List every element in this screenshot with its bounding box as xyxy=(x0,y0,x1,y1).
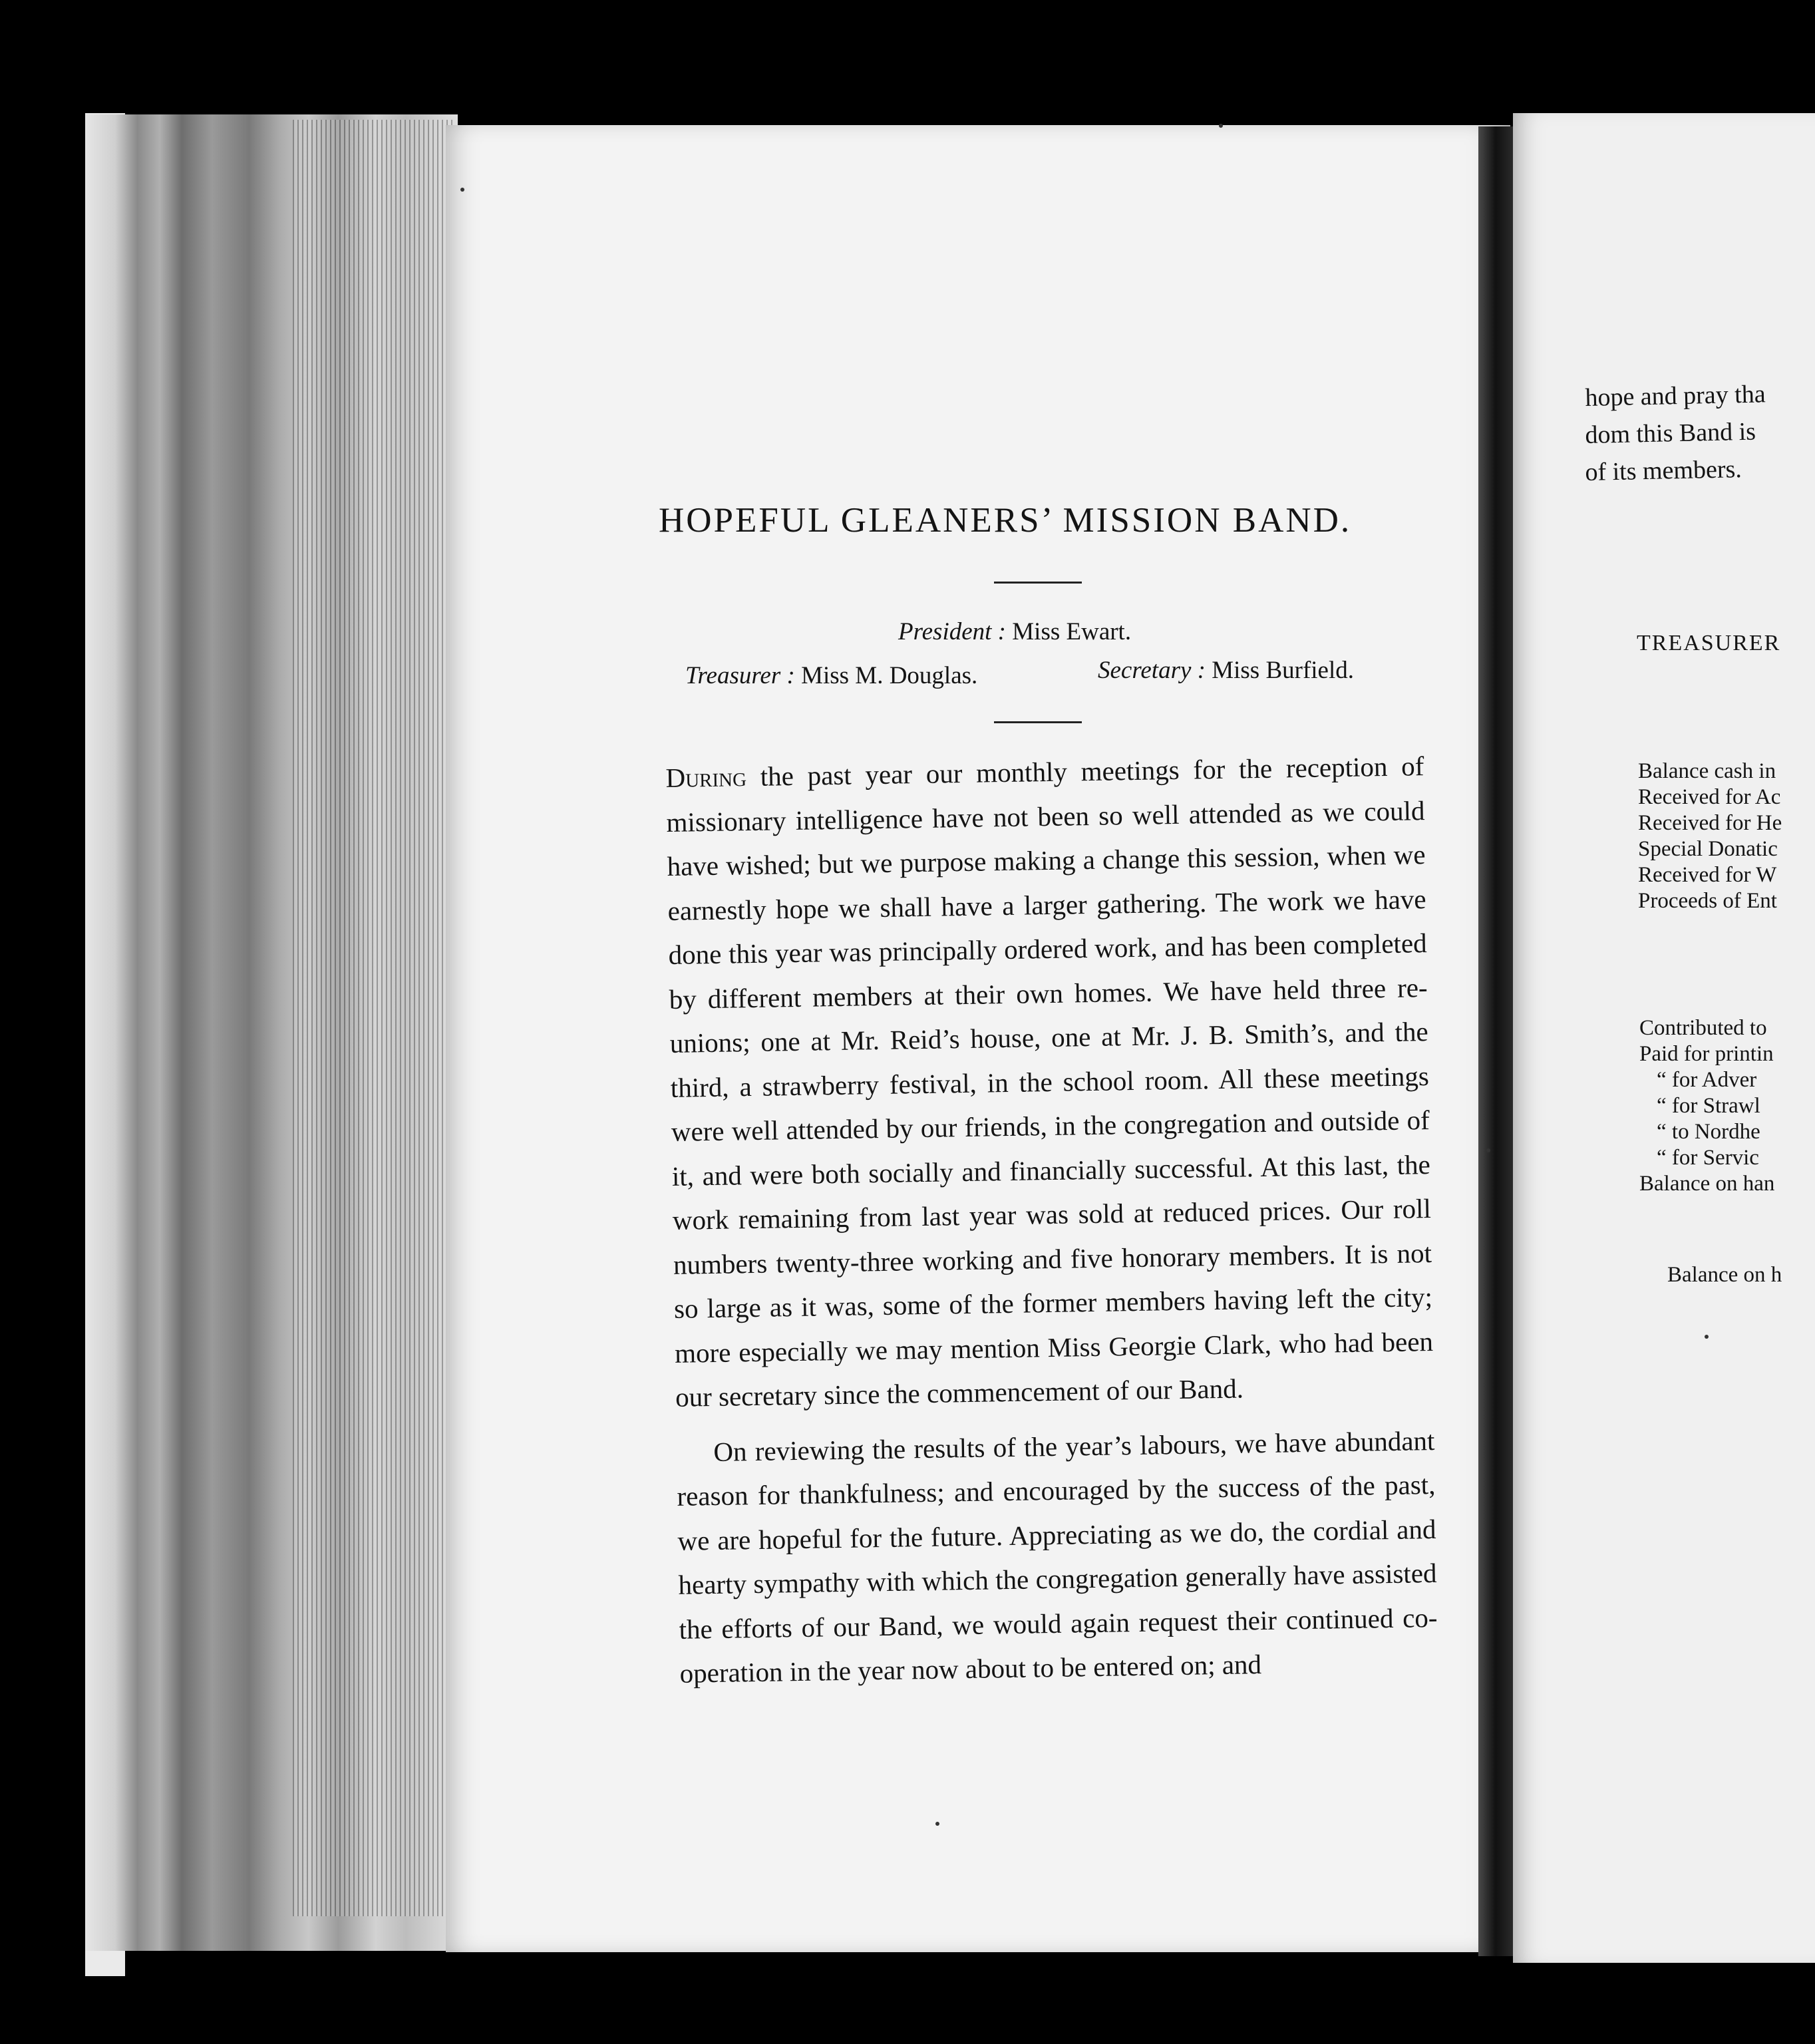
report-paragraph-2: On reviewing the results of the year’s labours, we have abundant reason for thankfulness; and encouraged by the success of the past, we are hopeful for the future. Appreciating as we do, the cordial and hearty sympathy with which the congregation generally have assisted the efforts of our Band, we would again request their continued co-operation in the year now about to be entered on; and xyxy=(677,1425,1438,1689)
payment-line: Balance on han xyxy=(1639,1172,1775,1196)
secretary-line xyxy=(1098,656,1354,685)
continuation-line-3: of its members. xyxy=(1585,455,1742,486)
payment-line: “ for Strawl xyxy=(1657,1094,1760,1118)
payments-list xyxy=(1639,1015,1774,1197)
president-line xyxy=(898,617,1131,646)
title-rule-bottom xyxy=(994,721,1082,723)
president-label: President : xyxy=(898,618,1007,645)
paragraph-1-text: the past year our monthly meetings for the reception of missionary intelligence have not been so well attended as we could have wished; but we purpose making a change this session, when we earnestly hope we shall have a larger gathering. The work we have done this year was principally ordered work, and has been completed by different members at their own homes. We have held three re-unions; one at Mr. Reid’s house, one at Mr. J. B. Smith’s, and the third, a strawberry festival, in the school room. All these meetings were well attended by our friends, in the congregation and outside of it, and were both socially and financially successful. At this last, the work remaining from last year was sold at reduced prices. Our roll numbers twenty-three working and five honorary members. It is not so large as it was, some of the former members having left the city; more especially we may mention Miss Georgie Clark, who had been our secretary since the commencement of our Band. xyxy=(666,751,1434,1413)
receipt-line: Received for He xyxy=(1638,811,1782,835)
scan-speck xyxy=(460,188,464,192)
receipt-line: Received for Ac xyxy=(1638,785,1781,809)
report-body xyxy=(665,744,1438,1695)
receipts-list xyxy=(1638,759,1782,914)
receipt-line: Received for W xyxy=(1638,863,1777,887)
page-title: HOPEFUL GLEANERS’ MISSION BAND. xyxy=(659,501,1352,540)
receipt-line: Special Donatic xyxy=(1638,837,1778,861)
receipt-line: Proceeds of Ent xyxy=(1638,889,1777,913)
scan-speck xyxy=(1705,1335,1709,1339)
book-page-edge-lines xyxy=(293,120,452,1916)
scan-speck xyxy=(935,1822,939,1826)
balance-line: Balance on h xyxy=(1667,1263,1782,1287)
payment-line: Paid for printin xyxy=(1639,1042,1774,1066)
secretary-name: Miss Burfield. xyxy=(1212,657,1354,684)
payment-line: “ for Servic xyxy=(1657,1146,1759,1170)
treasurer-label: Treasurer : xyxy=(685,662,795,689)
president-name: Miss Ewart. xyxy=(1012,618,1132,645)
scan-speck xyxy=(1486,1148,1490,1152)
continuation-line-1: hope and pray tha xyxy=(1585,380,1766,412)
book-gutter xyxy=(1478,126,1513,1956)
continuation-line-2: dom this Band is xyxy=(1585,417,1756,449)
receipt-line: Balance cash in xyxy=(1638,759,1776,783)
secretary-label: Secretary : xyxy=(1098,657,1206,684)
payment-line: “ for Adver xyxy=(1657,1068,1757,1092)
treasurer-name: Miss M. Douglas. xyxy=(801,662,978,689)
treasurer-line xyxy=(685,661,977,690)
treasurer-heading: TREASURER xyxy=(1637,631,1781,655)
report-paragraph-1 xyxy=(665,744,1434,1419)
payment-line: Contributed to xyxy=(1639,1016,1767,1040)
drop-word: During xyxy=(665,761,747,793)
title-rule-top xyxy=(994,582,1082,584)
scan-speck xyxy=(1219,124,1223,128)
payment-line: “ to Nordhe xyxy=(1657,1120,1760,1144)
